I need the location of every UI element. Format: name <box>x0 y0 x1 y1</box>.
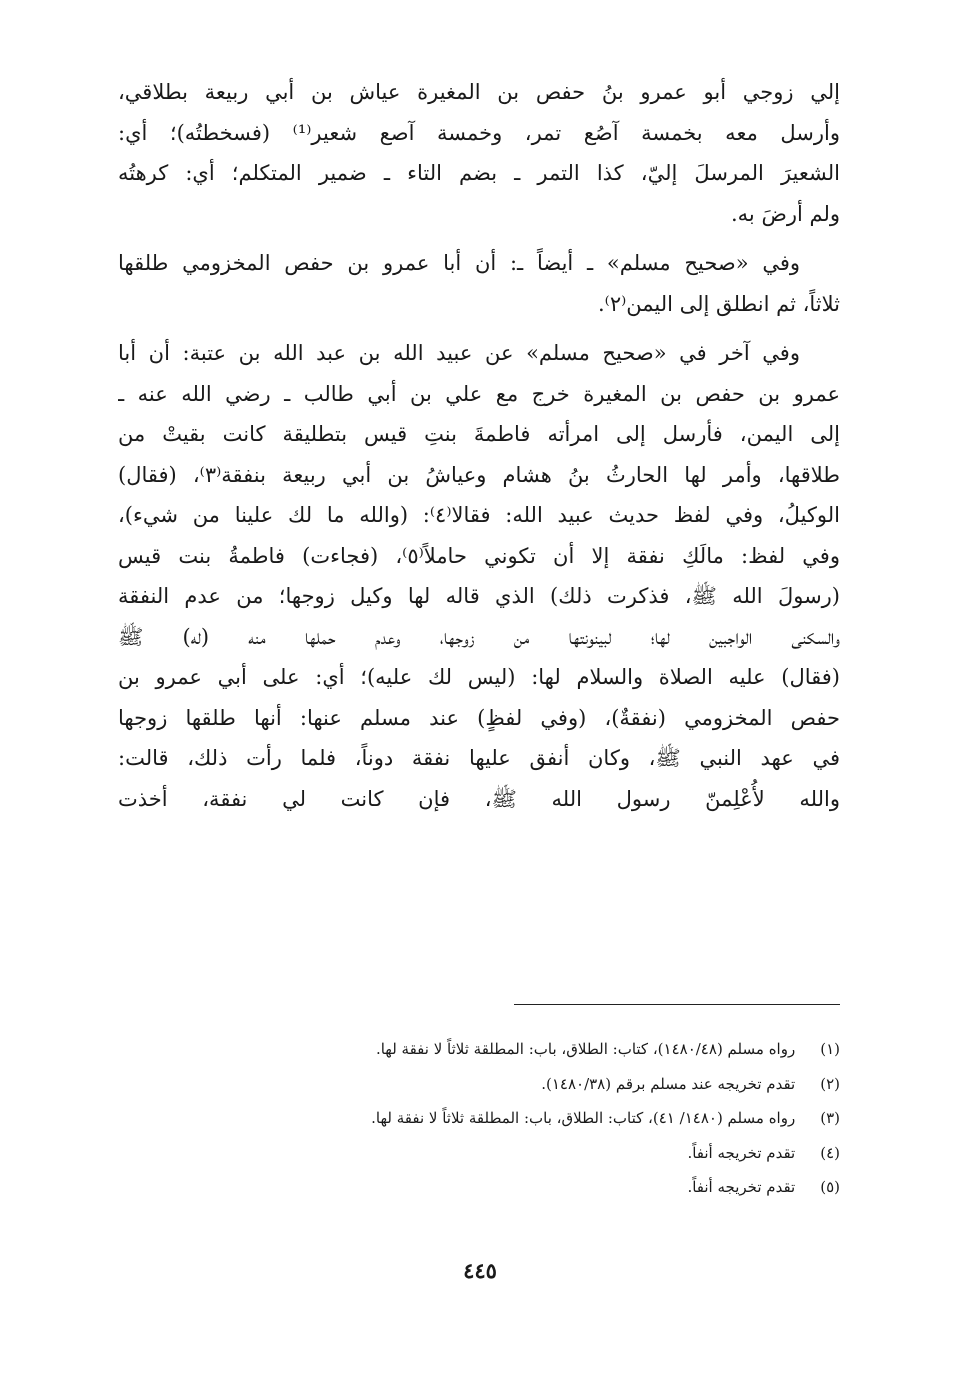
text-line: وفي لفظ: مالَكِ نفقة إلا أن تكوني حاملاً⁽٥⁾، (فجاءت) فاطمةُ بنت قيس <box>118 543 840 568</box>
footnote-2 <box>118 1067 840 1102</box>
text-line: في عهد النبي ﷺ، وكان أنفق عليها نفقة دوناً، فلما رأت ذلك، قالت: <box>118 746 840 770</box>
footnote-text: رواه مسلم (١٤٨٠/ ٤١)، كتاب: الطلاق، باب: المطلقة ثلاثاً لا نفقة لها. <box>371 1109 796 1127</box>
page-number: ٤٤٥ <box>463 1258 497 1283</box>
footnote-number: (٤) <box>820 1143 840 1162</box>
text-line: الوكيلُ، وفي لفظ حديث عبيد الله: فقالا⁽٤⁾: (والله ما لك علينا من شيء)، <box>118 503 840 527</box>
paragraph-1 <box>118 72 840 234</box>
footnote-5 <box>118 1170 840 1205</box>
text-line: وفي «صحيح مسلم» ـ أيضاً ـ: أن أبا عمرو بن حفص المخزومي طلقها <box>118 251 800 275</box>
text-line: عمرو بن حفص بن المغيرة خرج مع علي بن أبي طالب ـ رضي الله عنه ـ <box>118 381 840 406</box>
footnote-1 <box>118 1032 840 1067</box>
main-text <box>118 72 840 828</box>
text-line: والله لأُعْلِمنّ رسول الله ﷺ، فإن كانت لي نفقة، أخذت <box>118 786 840 811</box>
footnote-text: تقدم تخريجه عند مسلم برقم (١٤٨٠/٣٨). <box>541 1074 796 1093</box>
footnote-number: (٣) <box>820 1109 840 1127</box>
text-line: الشعيرَ المرسلَ إليّ، كذا التمر ـ بضم التاء ـ ضمير المتكلم؛ أي: كرهتُه <box>118 161 840 185</box>
footnote-4 <box>118 1136 840 1171</box>
paragraph-3 <box>118 333 840 819</box>
footnote-number: (١) <box>820 1040 840 1058</box>
footnote-text: رواه مسلم (١٤٨٠/٤٨)، كتاب: الطلاق، باب: المطلقة ثلاثاً لا نفقة لها. <box>375 1040 796 1058</box>
footnotes <box>118 1032 840 1205</box>
footnote-text: تقدم تخريجه أنفاً. <box>687 1143 796 1162</box>
footnote-number: (٥) <box>820 1178 840 1196</box>
text-line: وفي آخر في «صحيح مسلم» عن عبيد الله بن عبد الله بن عتبة: أن أبا <box>118 341 800 365</box>
text-line: إلي زوجي أبو عمرو بنُ حفص بن المغيرة عياش بن أبي ربيعة بطلاقي، <box>118 80 840 104</box>
text-line: إلى اليمن، فأرسل إلى امرأته فاطمةَ بنتِ قيس بتطليقة كانت بقيتْ من <box>118 422 840 446</box>
text-line: طلاقها، وأمر لها الحارثُ بنُ هشام وعياشُ بن أبي ربيعة بنفقة⁽٣⁾، (فقال) <box>118 462 840 487</box>
text-line: والسكنى الواجبين لها؛ لبينونتها من زوجها، وعدم حملها منه (له) ﷺ <box>118 624 840 649</box>
text-line: ولم أرضَ به. <box>730 201 840 226</box>
footnote-number: (٢) <box>820 1074 840 1093</box>
text-line: حفص المخزومي (نفقةٌ)، (وفي لفظٍ) عند مسلم عنها: أنها طلقها زوجها <box>118 705 840 730</box>
text-line: وأرسل معه بخمسة آصُع تمر، وخمسة آصع شعير⁽¹⁾ (فسخطتُه)؛ أي: <box>118 120 840 145</box>
footnote-3 <box>118 1101 840 1136</box>
footnote-text: تقدم تخريجه أنفاً. <box>687 1178 796 1196</box>
text-line: (رسولَ الله ﷺ، فذكرت ذلك) الذي قاله لها وكيل زوجها؛ من عدم النفقة <box>118 584 840 608</box>
footnote-divider <box>514 1004 840 1005</box>
text-line: (فقال) عليه الصلاة والسلام لها: (ليس لك عليه)؛ أي: على أبي عمرو بن <box>118 665 840 689</box>
paragraph-2 <box>118 243 840 324</box>
text-line: ثلاثاً، ثم انطلق إلى اليمن⁽٢⁾. <box>597 291 840 316</box>
